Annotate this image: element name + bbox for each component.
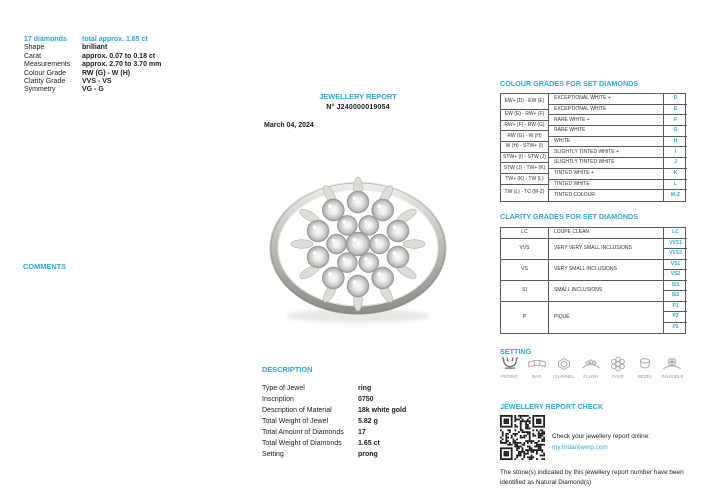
setting-options [497, 356, 685, 379]
desc-value: 0750 [358, 396, 374, 403]
setting-option-channel [551, 356, 576, 379]
clarity-grade: P2 [664, 312, 687, 323]
setting-option-bezel [633, 356, 658, 379]
colour-desc: RARE WHITE [549, 126, 664, 137]
desc-label: Total Weight of Jewel [262, 418, 329, 425]
desc-label: Type of Jewel [262, 385, 305, 392]
colour-desc: EXCEPTIONAL WHITE + [549, 94, 664, 105]
setting-option-pave [606, 356, 631, 379]
clarity-desc: LOUPE CLEAN [549, 228, 664, 239]
clarity-grades-table [500, 227, 686, 334]
colour-desc: RARE WHITE + [549, 115, 664, 126]
desc-label: Total Amount of Diamonds [262, 429, 344, 436]
clarity-abbr: VVS [501, 239, 549, 260]
report-title: JEWELLERY REPORT [319, 92, 397, 101]
clarity-grade: VVS1 [664, 239, 687, 250]
report-head [278, 92, 438, 111]
desc-label: Inscription [262, 396, 294, 403]
desc-value: prong [358, 451, 378, 458]
spec-row-shape [24, 44, 161, 52]
check-online-label: Check your jewellery report online: [552, 433, 651, 440]
desc-label: Description of Material [262, 407, 332, 414]
spec-row-symmetry [24, 86, 161, 94]
setting-label: PRONG [501, 374, 518, 379]
spec-label: Measurements [24, 61, 71, 69]
desc-row-diamond-amount [262, 427, 406, 438]
colour-desc: WHITE [549, 137, 664, 148]
clarity-grade: VS1 [664, 260, 687, 271]
clarity-desc: VERY VERY SMALL INCLUSIONS [549, 239, 664, 260]
description-section [262, 365, 406, 460]
clarity-grades-title: CLARITY GRADES FOR SET DIAMONDS [500, 212, 639, 221]
desc-row-jewel-weight [262, 416, 406, 427]
diamond-total-carat: total approx. 1.65 ct [82, 36, 148, 43]
desc-row-inscription [262, 394, 406, 405]
spec-row-measurements [24, 61, 161, 69]
spec-value: RW (G) - W (H) [82, 69, 131, 77]
diamond-count: 17 diamonds [24, 36, 67, 43]
comments-heading: COMMENTS [23, 262, 67, 271]
spec-value: approx. 2.70 to 3.70 mm [82, 61, 162, 69]
colour-desc: EXCEPTIONAL WHITE [549, 105, 664, 116]
desc-value: 5.82 g [358, 418, 378, 425]
desc-value: ring [358, 385, 372, 392]
prong-setting-icon [499, 356, 521, 372]
invisible-setting-icon [661, 356, 683, 372]
clarity-grade: SI1 [664, 281, 687, 292]
setting-label: BEZEL [637, 374, 653, 379]
colour-range: EW+ (D) - EW (E) [501, 94, 549, 110]
clarity-grade: P3 [672, 324, 679, 331]
colour-range: EW (E) - RW+ (F) [501, 110, 549, 121]
clarity-grade: LC [664, 228, 687, 239]
setting-label: CHANNEL [552, 374, 575, 379]
setting-label: BAR [531, 374, 542, 379]
desc-row-material [262, 405, 406, 416]
spec-value: VG - G [82, 86, 104, 94]
summary-header-row [24, 36, 161, 44]
spec-value: VVS - VS [82, 78, 112, 86]
colour-grade-letter: M-Z [671, 192, 680, 199]
setting-title: SETTING [500, 347, 532, 356]
colour-range: TW (L) - TC (M-Z) [501, 185, 549, 201]
report-number: N° J240000019054 [326, 104, 390, 111]
colour-range: STW+ (I) - STW (J) [501, 153, 549, 164]
desc-label: Setting [262, 451, 284, 458]
colour-grade-letter: G [664, 126, 687, 137]
colour-desc: TINTED WHITE + [549, 169, 664, 180]
colour-desc: TINTED WHITE [549, 180, 664, 191]
clarity-grade: P1 [664, 302, 687, 313]
setting-label: PAVÉ [612, 374, 624, 379]
colour-grade-letter: J [664, 158, 687, 169]
desc-label: Total Weight of Diamonds [262, 440, 342, 447]
natural-diamond-note: The stone(s) indicated by this jewellery report number have been identified as Natural Diamond(s) [500, 469, 684, 486]
report-check-title: JEWELLERY REPORT CHECK [500, 402, 604, 411]
desc-row-diamond-weight [262, 438, 406, 449]
spec-label: Colour Grade [24, 69, 67, 77]
clarity-abbr: P [501, 302, 549, 334]
spec-label: Symmetry [24, 86, 56, 94]
colour-grade-letter: E [664, 105, 687, 116]
colour-desc: SLIGHTLY TINTED WHITE + [549, 147, 664, 158]
colour-grades-table [500, 93, 686, 202]
spec-label: Clarity Grade [24, 78, 66, 86]
colour-grades-title: COLOUR GRADES FOR SET DIAMONDS [500, 79, 639, 88]
colour-grade-letter: I [664, 147, 687, 158]
channel-setting-icon [553, 356, 575, 372]
clarity-desc: PIQUÉ [549, 302, 664, 334]
clarity-desc: SMALL INCLUSIONS [549, 281, 664, 302]
ring-photo [258, 144, 462, 348]
setting-option-bar [524, 356, 549, 379]
bar-setting-icon [526, 356, 548, 372]
colour-range: STW (J) - TW+ (K) [501, 163, 549, 174]
desc-value: 18k white gold [358, 407, 407, 414]
report-date: March 04, 2024 [264, 122, 314, 129]
spec-value: approx. 0.07 to 0.18 ct [82, 52, 156, 60]
desc-row-type [262, 383, 406, 394]
clarity-abbr: SI [501, 281, 549, 302]
colour-grade-letter: H [664, 137, 687, 148]
spec-label: Shape [24, 44, 45, 52]
clarity-grade: VS2 [664, 270, 687, 281]
colour-range: RW+ (F) - RW (G) [501, 121, 549, 132]
spec-row-carat [24, 53, 161, 61]
colour-range: TW+ (K) - TW (L) [501, 174, 549, 185]
clarity-abbr: VS [501, 260, 549, 281]
colour-desc: TINTED COLOUR [549, 190, 664, 201]
qr-code [500, 415, 545, 460]
report-check-link[interactable]: my.hrdantwerp.com [552, 444, 608, 451]
setting-label: FLUSH [583, 374, 599, 379]
pave-setting-icon [607, 356, 629, 372]
desc-row-setting [262, 449, 406, 460]
diamond-summary [24, 36, 161, 95]
bezel-setting-icon [634, 356, 656, 372]
clarity-grade: VVS2 [664, 249, 687, 260]
flush-setting-icon [580, 356, 602, 372]
setting-option-prong [497, 356, 522, 379]
setting-option-invisible [660, 356, 685, 379]
spec-value: brilliant [82, 44, 108, 52]
report-check-text [552, 431, 650, 453]
clarity-abbr: LC [501, 228, 549, 239]
desc-value: 17 [358, 429, 366, 436]
colour-grade-letter: D [664, 94, 687, 105]
spec-row-clarity-grade [24, 78, 161, 86]
clarity-grade: SI2 [664, 291, 687, 302]
colour-desc: SLIGHTLY TINTED WHITE [549, 158, 664, 169]
colour-grade-letter: F [664, 115, 687, 126]
description-title: DESCRIPTION [262, 365, 313, 374]
setting-option-flush [578, 356, 603, 379]
spec-row-colour-grade [24, 70, 161, 78]
clarity-desc: VERY SMALL INCLUSIONS [549, 260, 664, 281]
spec-label: Carat [24, 52, 42, 60]
colour-grade-letter: L [664, 180, 687, 191]
setting-label: INVISIBLE [661, 374, 684, 379]
colour-range: RW (G) - W (H) [501, 131, 549, 142]
desc-value: 1.65 ct [358, 440, 380, 447]
colour-range: W (H) - STW+ (I) [501, 142, 549, 153]
colour-grade-letter: K [664, 169, 687, 180]
